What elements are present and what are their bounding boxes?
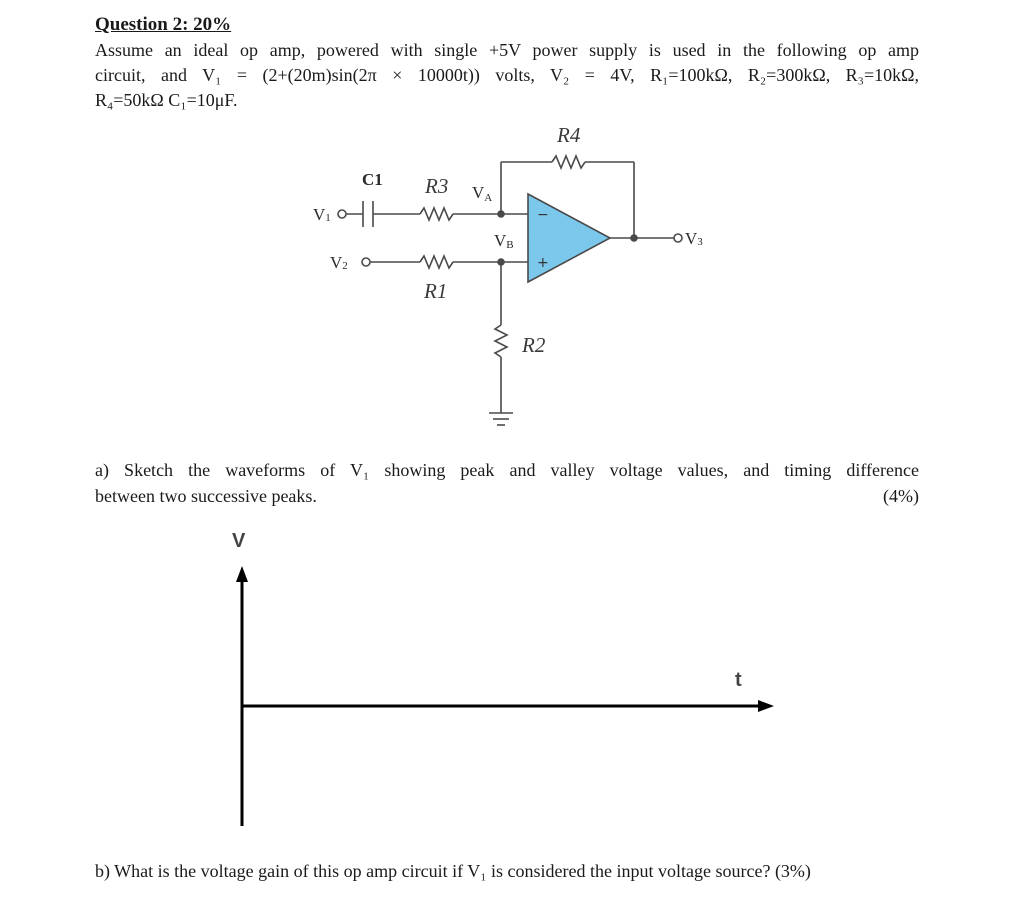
ground-symbol (489, 413, 513, 425)
label-v3: V3 (685, 229, 703, 248)
x-axis-arrow (758, 700, 774, 712)
resistor-r2 (495, 325, 507, 357)
label-c1: C1 (362, 170, 383, 189)
op-amp-circuit (338, 156, 682, 425)
part-a-line-2 (95, 483, 919, 509)
label-vb: VB (494, 231, 514, 251)
v2-terminal (362, 258, 370, 266)
question-line-3: R₄=50kΩ C₁=10μF. (95, 90, 238, 110)
noninverting-sign: + (537, 255, 549, 271)
sketch-axes (232, 530, 774, 826)
resistor-r3 (420, 208, 453, 220)
capacitor-c1 (363, 201, 373, 227)
v1-terminal (338, 210, 346, 218)
label-va: VA (472, 183, 493, 204)
label-v1: V1 (313, 205, 331, 224)
part-a-line-2-text: between two successive peaks. (95, 486, 317, 506)
resistor-r4 (552, 156, 585, 168)
y-axis-label: V (232, 530, 246, 552)
question-line-1: Assume an ideal op amp, powered with single +5V power supply is used in the following op amp (95, 40, 919, 60)
label-r3: R3 (425, 174, 449, 198)
part-a-line-1: a) Sketch the waveforms of V₁ showing peak and valley voltage values, and timing difference (95, 460, 919, 480)
question-title: Question 2: 20% (95, 14, 232, 35)
node-output (631, 235, 637, 241)
part-a (95, 457, 919, 509)
y-axis-arrow (236, 566, 248, 582)
label-r4: R4 (557, 123, 581, 147)
part-a-marks: (4%) (883, 486, 919, 506)
label-v2: V2 (330, 253, 348, 272)
label-r1: R1 (424, 279, 448, 303)
inverting-sign: − (537, 207, 549, 223)
v3-terminal (674, 234, 682, 242)
question-line-2: circuit, and V₁ = (2+(20m)sin(2π × 10000t)) volts, V₂ = 4V, R₁=100kΩ, R₂=300kΩ, R₃=10kΩ, (95, 65, 919, 85)
part-b: b) What is the voltage gain of this op amp circuit if V₁ is considered the input voltage source? (3%) (95, 861, 811, 881)
resistor-r1 (420, 256, 453, 268)
label-r2: R2 (522, 333, 546, 357)
x-axis-label: t (735, 669, 742, 691)
